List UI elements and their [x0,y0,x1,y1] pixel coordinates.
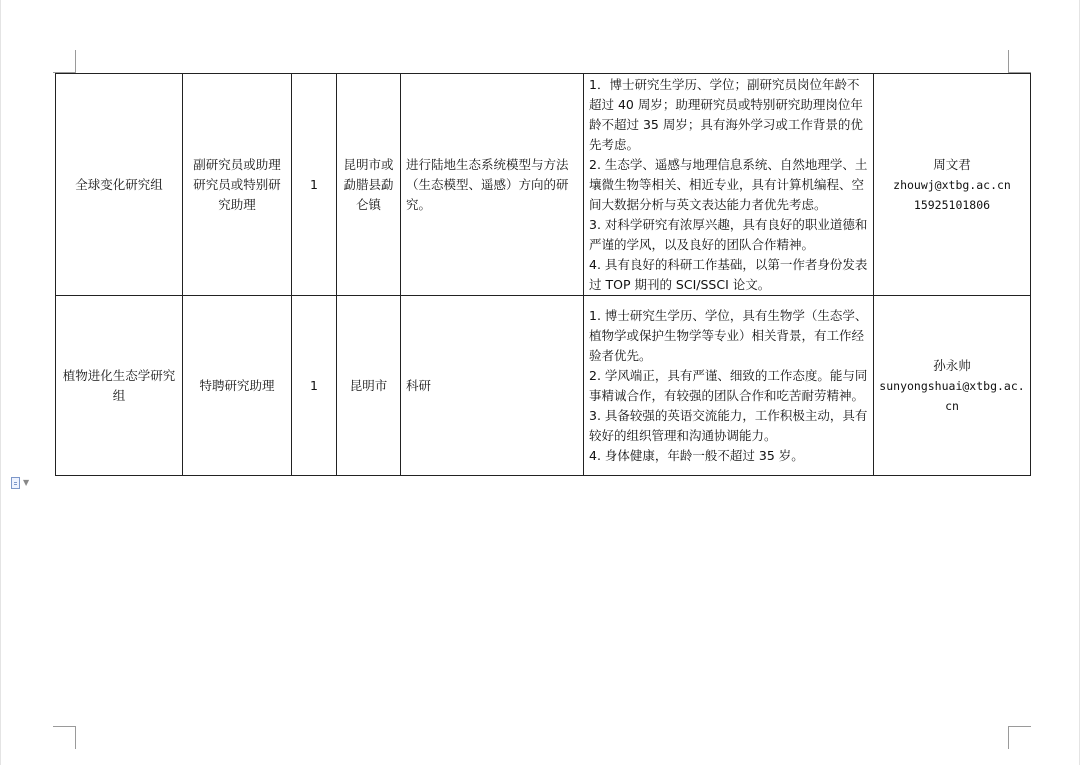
group-cell: 全球变化研究组 [56,74,183,296]
requirement-item: 1. 博士研究生学历、学位，具有生物学（生态学、植物学或保护生物学等专业）相关背景，有工作经验者优先。 [589,307,868,363]
position-cell: 特聘研究助理 [183,296,292,476]
table-row [56,296,1031,476]
contact-cell [874,296,1031,476]
requirements-cell [584,74,874,296]
requirement-item: 4. 身体健康，年龄一般不超过 35 岁。 [589,447,804,463]
requirements-cell [584,296,874,476]
contact-cell [874,74,1031,296]
contact-name: 周文君 [933,156,971,172]
table-row [56,74,1031,296]
chevron-down-icon: ▼ [23,478,30,487]
requirement-item: 2. 学风端正，具有严谨、细致的工作态度。能与同事精诚合作，有较强的团队合作和吃苦耐劳精神。 [589,367,868,403]
requirement-item: 1．博士研究生学历、学位；副研究员岗位年龄不超过 40 周岁；助理研究员或特别研究助理岗位年龄不超过 35 周岁；具有海外学习或工作背景的优先考虑。 [589,76,863,152]
location-cell: 昆明市或勐腊县勐仑镇 [337,74,401,296]
crop-mark-bottom-right [1008,726,1031,749]
contact-email: sunyongshuai@xtbg.ac.cn [879,378,1025,413]
document-icon [11,477,20,489]
count-cell: 1 [292,296,337,476]
crop-mark-top-right [1008,50,1031,73]
crop-mark-bottom-left [53,726,76,749]
count-cell: 1 [292,74,337,296]
requirement-item: 4. 具有良好的科研工作基础，以第一作者身份发表过 TOP 期刊的 SCI/SSCI 论文。 [589,256,868,292]
contact-email: zhouwj@xtbg.ac.cn [893,177,1011,192]
contact-phone: 15925101806 [913,197,991,212]
research-cell: 科研 [401,296,584,476]
group-cell: 植物进化生态学研究组 [56,296,183,476]
contact-name: 孙永帅 [933,357,971,373]
requirement-item: 3. 对科学研究有浓厚兴趣，具有良好的职业道德和严谨的学风，以及良好的团队合作精神。 [589,216,868,252]
document-options-button[interactable] [11,476,35,490]
requirement-item: 3. 具备较强的英语交流能力，工作积极主动，具有较好的组织管理和沟通协调能力。 [589,407,868,443]
position-cell: 副研究员或助理研究员或特别研究助理 [183,74,292,296]
research-cell: 进行陆地生态系统模型与方法（生态模型、遥感）方向的研究。 [401,74,584,296]
requirement-item: 2. 生态学、遥感与地理信息系统、自然地理学、土壤微生物等相关、相近专业，具有计算机编程、空间大数据分析与英文表达能力者优先考虑。 [589,156,868,212]
location-cell: 昆明市 [337,296,401,476]
recruitment-table [55,73,1031,476]
crop-mark-top-left [53,50,76,73]
